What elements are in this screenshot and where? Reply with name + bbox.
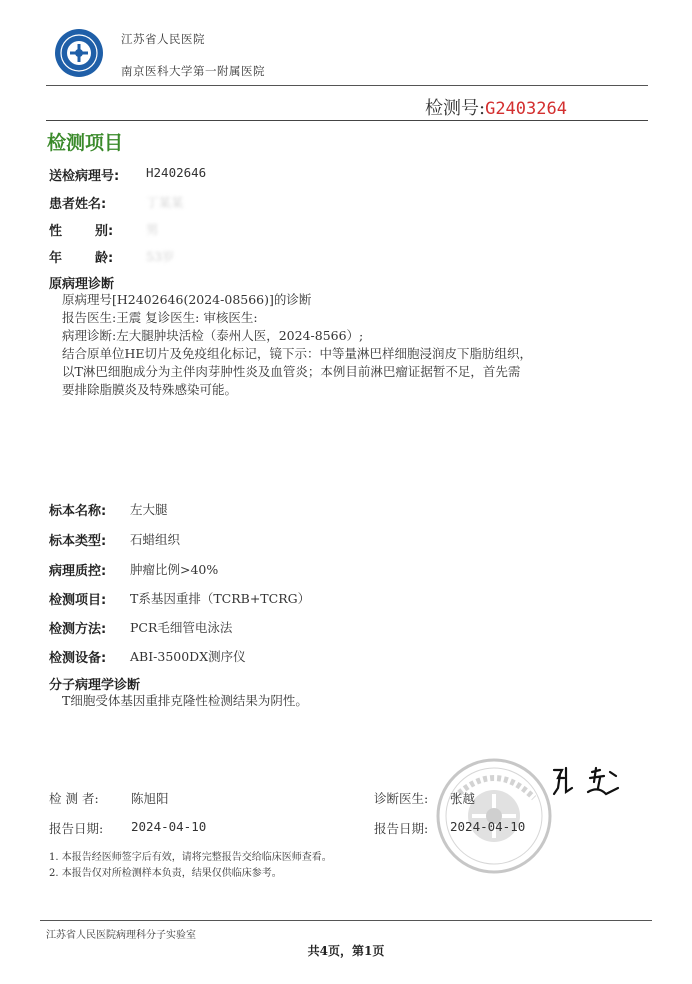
test-item-value: T系基因重排（TCRB+TCRG） — [130, 591, 311, 606]
sex-value: 男 — [146, 222, 159, 237]
page-info: 共4页，第1页 — [307, 944, 385, 958]
detection-number — [425, 94, 567, 120]
sample-type-value: 石蜡组织 — [130, 532, 181, 547]
tester-value: 陈旭阳 — [131, 791, 169, 806]
sample-name-label: 标本名称: — [49, 504, 107, 519]
lab-name: 江苏省人民医院病理科分子实验室 — [46, 930, 196, 941]
detection-number-value: G2403264 — [485, 99, 567, 119]
pathology-no-value: H2402646 — [146, 165, 207, 180]
patient-name-label: 患者姓名: — [49, 197, 107, 212]
original-diagnosis-title: 原病理诊断 — [49, 277, 115, 292]
test-device-label: 检测设备: — [49, 651, 107, 666]
sex-label-1: 性 — [49, 224, 63, 239]
original-diagnosis-line: 要排除脂膜炎及特殊感染可能。 — [62, 382, 238, 397]
age-label-1: 年 — [49, 251, 63, 266]
test-device-value: ABI-3500DX测序仪 — [130, 649, 246, 664]
original-diagnosis-line: 结合原单位HE切片及免疫组化标记，镜下示：中等量淋巴样细胞浸润皮下脂肪组织， — [62, 346, 533, 361]
diagnosing-doctor-label: 诊断医生: — [374, 791, 429, 806]
original-diagnosis-line: 病理诊断:左大腿肿块活检（泰州人医，2024-8566）; — [62, 328, 364, 343]
pathology-qc-label: 病理质控: — [49, 564, 107, 579]
tester-label: 检 测 者: — [49, 791, 99, 806]
detection-number-label: 检测号: — [425, 98, 486, 119]
sample-type-label: 标本类型: — [49, 534, 107, 549]
hospital-name-secondary: 南京医科大学第一附属医院 — [121, 64, 265, 78]
footer-divider — [40, 920, 652, 921]
pathology-qc-value: 肿瘤比例>40% — [130, 562, 219, 577]
pathology-no-label: 送检病理号: — [49, 169, 120, 184]
molecular-diagnosis-title: 分子病理学诊断 — [49, 678, 141, 693]
report-note: 1. 本报告经医师签字后有效，请将完整报告交给临床医师查看。 — [49, 852, 332, 863]
report-date-label-left: 报告日期: — [49, 821, 104, 836]
age-value: 53岁 — [146, 249, 175, 264]
original-diagnosis-line: 原病理号[H2402646(2024-08566)]的诊断 — [62, 292, 312, 307]
molecular-diagnosis-result: T细胞受体基因重排克隆性检测结果为阴性。 — [62, 693, 308, 708]
section-title: 检测项目 — [47, 132, 124, 154]
patient-name-value: 丁某某 — [146, 195, 184, 210]
hospital-seal-icon — [434, 756, 554, 876]
original-diagnosis-line: 以T淋巴细胞成分为主伴肉芽肿性炎及血管炎；本例目前淋巴瘤证据暂不足，首先需 — [62, 364, 521, 379]
test-item-label: 检测项目: — [49, 593, 107, 608]
age-label-2: 龄: — [95, 251, 114, 266]
diagnosing-doctor-value: 张越 — [450, 791, 476, 806]
section-divider — [46, 120, 648, 121]
report-note: 2. 本报告仅对所检测样本负责，结果仅供临床参考。 — [49, 868, 282, 879]
report-date-label-right: 报告日期: — [374, 821, 429, 836]
report-date-right: 2024-04-10 — [450, 819, 526, 834]
report-date-left: 2024-04-10 — [131, 819, 207, 834]
test-method-value: PCR毛细管电泳法 — [130, 620, 233, 635]
test-method-label: 检测方法: — [49, 622, 107, 637]
sex-label-2: 别: — [95, 224, 114, 239]
hospital-name-primary: 江苏省人民医院 — [121, 32, 205, 46]
header-divider — [46, 85, 648, 86]
hospital-logo-icon — [54, 28, 104, 78]
sample-name-value: 左大腿 — [130, 502, 168, 517]
handwritten-signature-icon — [548, 764, 626, 798]
original-diagnosis-line: 报告医生:王震 复诊医生: 审核医生: — [62, 310, 258, 325]
